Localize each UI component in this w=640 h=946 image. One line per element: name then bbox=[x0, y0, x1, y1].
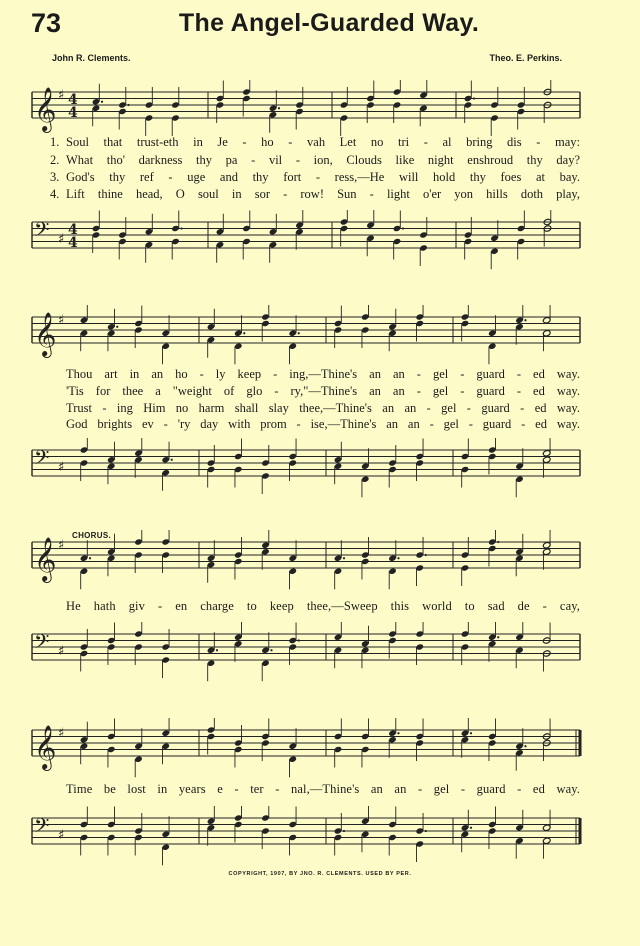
hymn-header bbox=[0, 0, 640, 63]
hymn-title: The Angel-Guarded Way. bbox=[178, 9, 480, 37]
composer-credit: Theo. E. Perkins. bbox=[489, 53, 562, 63]
verse-number: 4. bbox=[50, 187, 60, 201]
sharp-icon: ♯ bbox=[58, 726, 65, 741]
time-signature-top: 4 bbox=[68, 92, 78, 108]
system-3-bass-staff bbox=[0, 622, 640, 686]
verse-number: 2. bbox=[50, 153, 60, 167]
verse-line bbox=[50, 186, 580, 203]
note-heads bbox=[92, 80, 552, 136]
verse-text: God brights ev - 'ry day with prom - ise,—Thine's an an - gel - guard - ed way. bbox=[66, 417, 580, 431]
verse-text: God's thy ref - uge and thy fort - ress,—He will hold thy foes at bay. bbox=[66, 170, 580, 184]
chorus-line bbox=[50, 598, 580, 615]
verse-text: Lift thine head, O soul in sor - row! Sun - light o'er yon hills doth play, bbox=[66, 187, 580, 201]
sharp-icon: ♯ bbox=[58, 232, 65, 247]
system-4-treble-staff bbox=[0, 718, 640, 782]
chorus-line bbox=[50, 781, 580, 798]
verse-text: Trust - ing Him no harm shall slay thee,—Thine's an an - gel - guard - ed way. bbox=[66, 401, 580, 415]
verse-line bbox=[50, 134, 580, 151]
treble-clef-icon: 𝄞 bbox=[34, 312, 57, 356]
verse-line bbox=[50, 152, 580, 169]
treble-clef-icon: 𝄞 bbox=[34, 725, 57, 769]
bass-clef-icon: 𝄢 bbox=[34, 218, 50, 247]
verse-text: What tho' darkness thy pa - vil - ion, Clouds like night enshroud thy day? bbox=[66, 153, 580, 167]
note-heads bbox=[92, 210, 552, 269]
sharp-icon: ♯ bbox=[58, 460, 65, 475]
verse-text: Thou art in an ho - ly keep - ing,—Thine's an an - gel - guard - ed way. bbox=[66, 367, 580, 381]
system-2-bass-staff bbox=[0, 438, 640, 502]
chorus-label: CHORUS. bbox=[72, 531, 111, 540]
verse-line bbox=[50, 169, 580, 186]
sharp-icon: ♯ bbox=[58, 313, 65, 328]
verse-line bbox=[50, 416, 580, 433]
note-heads bbox=[80, 530, 551, 589]
verse-number: 1. bbox=[50, 135, 60, 149]
verse-number: 3. bbox=[50, 170, 60, 184]
time-signature-bottom: 4 bbox=[68, 105, 78, 121]
sharp-icon: ♯ bbox=[58, 828, 65, 843]
chorus-text: Time be lost in years e - ter - nal,—Thine's an an - gel - guard - ed way. bbox=[66, 782, 580, 796]
author-credit: John R. Clements. bbox=[52, 53, 131, 63]
bass-clef-icon: 𝄢 bbox=[34, 446, 50, 475]
sharp-icon: ♯ bbox=[58, 538, 65, 553]
treble-clef-icon: 𝄞 bbox=[34, 537, 57, 581]
note-heads bbox=[80, 806, 551, 865]
verse-line bbox=[50, 400, 580, 417]
note-heads bbox=[80, 718, 551, 777]
verse-line bbox=[50, 383, 580, 400]
copyright-notice: COPYRIGHT, 1907, BY JNO. R. CLEMENTS. USED BY PER. bbox=[228, 871, 412, 877]
sharp-icon: ♯ bbox=[58, 644, 65, 659]
time-signature-bottom: 4 bbox=[68, 235, 78, 251]
note-heads bbox=[80, 622, 551, 681]
verse-text: Soul that trust-eth in Je - ho - vah Let no tri - al bring dis - may: bbox=[66, 135, 580, 149]
system-4-bass-staff bbox=[0, 806, 640, 870]
chorus-text: He hath giv - en charge to keep thee,—Sweep this world to sad de - cay, bbox=[66, 599, 580, 613]
system-3-treble-staff bbox=[0, 530, 640, 594]
bass-clef-icon: 𝄢 bbox=[34, 814, 50, 843]
system-1-bass-staff bbox=[0, 210, 640, 274]
treble-clef-icon: 𝄞 bbox=[34, 87, 57, 131]
verse-text: 'Tis for thee a "weight of glo - ry,"—Thine's an an - gel - guard - ed way. bbox=[66, 384, 580, 398]
verse-line bbox=[50, 366, 580, 383]
note-heads bbox=[80, 305, 551, 364]
sharp-icon: ♯ bbox=[58, 88, 65, 103]
system-2-treble-staff bbox=[0, 305, 640, 369]
hymn-number: 73 bbox=[31, 8, 62, 38]
time-signature-top: 4 bbox=[68, 222, 78, 238]
bass-clef-icon: 𝄢 bbox=[34, 630, 50, 659]
note-heads bbox=[80, 438, 551, 497]
